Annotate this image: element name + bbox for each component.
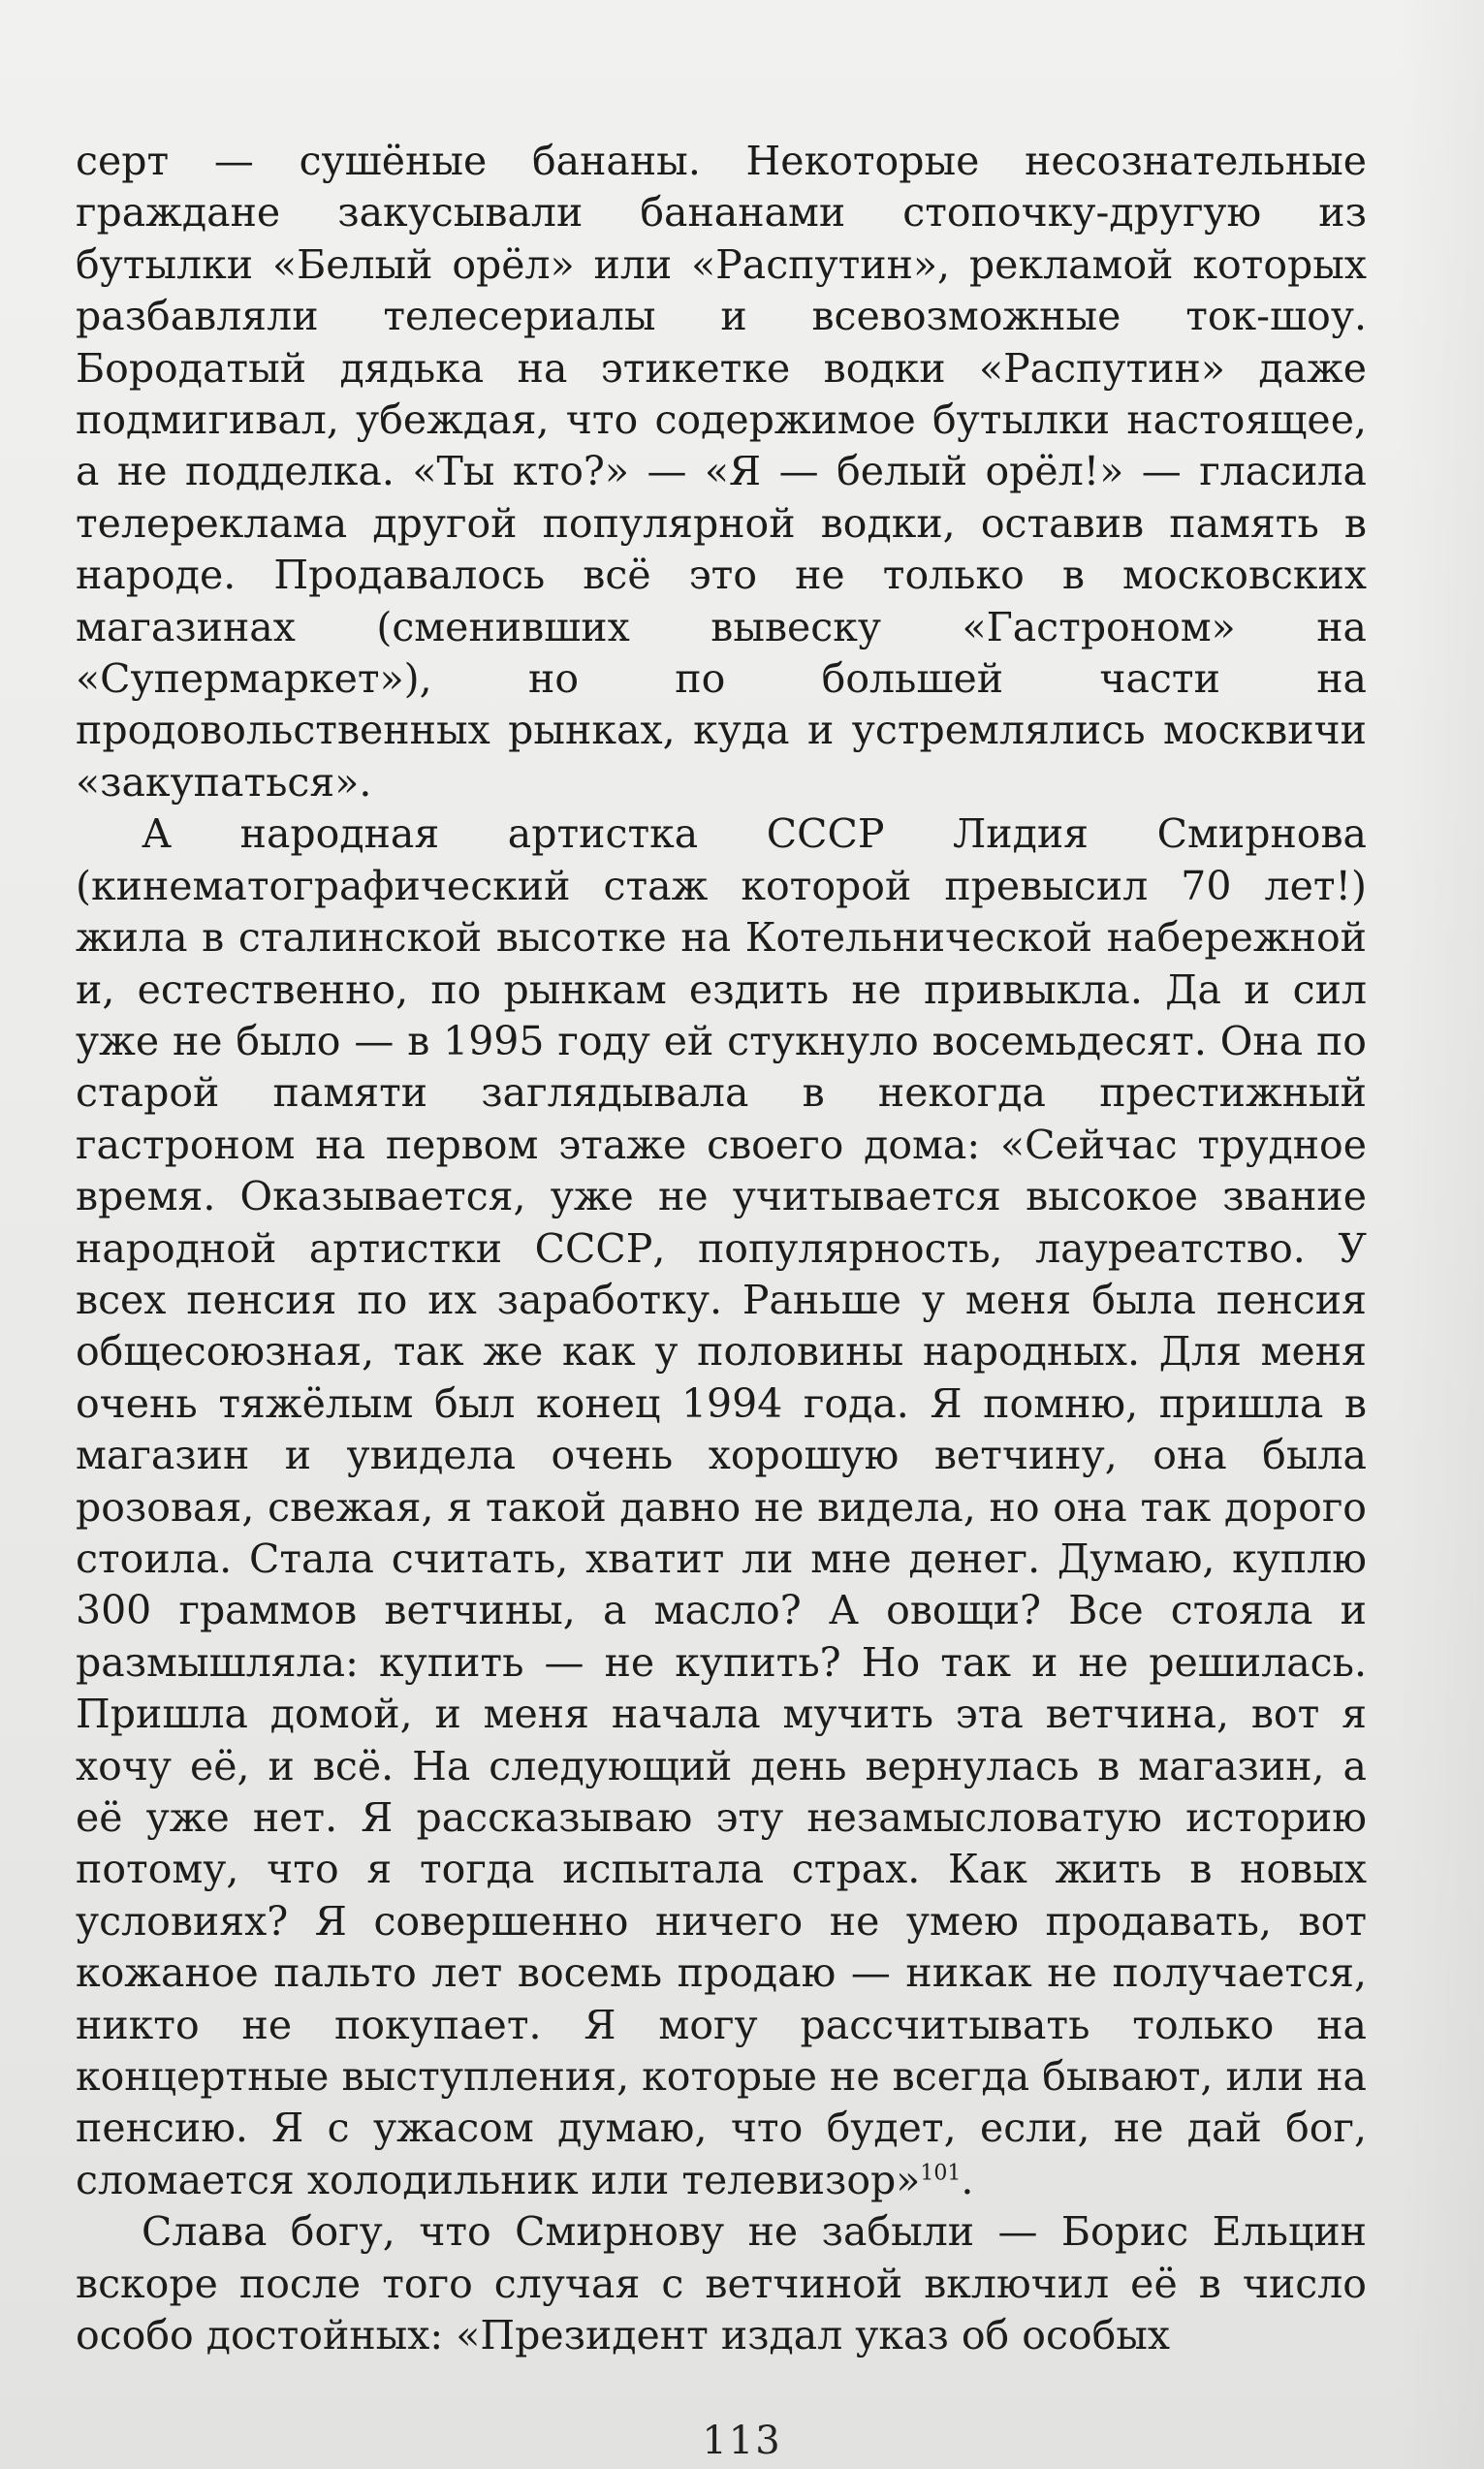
paragraph-1-text: серт — сушёные бананы. Некоторые несознательные граждане закусывали бананами стопочку-другую из бутылки «Белый орёл» или «Распутин», рекламой которых разбавляли телесериалы и всевозможные ток-шоу. Бородатый дядька на этикетке водки «Распутин» даже подмигивал, убеждая, что содержимое бутылки настоящее, а не подделка. «Ты кто?» — «Я — белый орёл!» — гласила телереклама другой популярной водки, оставив память в народе. Продавалось всё это не только в московских магазинах (сменивших вывеску «Гастроном» на «Супермаркет»), но по большей части на продовольственных рынках, куда и устремлялись москвичи «закупаться». (76, 138, 1367, 806)
paragraph-3 (76, 2206, 1367, 2361)
paragraph-3-text: Слава богу, что Смирнову не забыли — Борис Ельцин вскоре после того случая с ветчиной включил её в число особо достойных: «Президент издал указ об особых (76, 2208, 1367, 2359)
paragraph-2-text: А народная артистка СССР Лидия Смирнова (кинематографический стаж которой превысил 70 лет!) жила в сталинской высотке на Котельнической набережной и, естественно, по рынкам ездить не привыкла. Да и сил уже не было — в 1995 году ей стукнуло восемьдесят. Она по старой памяти заглядывала в некогда престижный гастроном на первом этаже своего дома: «Сейчас трудное время. Оказывается, уже не учитывается высокое звание народной артистки СССР, популярность, лауреатство. У всех пенсия по их заработку. Раньше у меня была пенсия общесоюзная, так же как у половины народных. Для меня очень тяжёлым был конец 1994 года. Я помню, пришла в магазин и увидела очень хорошую ветчину, она была розовая, свежая, я такой давно не видела, но она так дорого стоила. Стала считать, хватит ли мне денег. Думаю, куплю 300 граммов ветчины, а масло? А овощи? Все стояла и размышляла: купить — не купить? Но так и не решилась. Пришла домой, и меня начала мучить эта ветчина, вот я хочу её, и всё. На следующий день вернулась в магазин, а её уже нет. Я рассказываю эту незамысловатую историю потому, что я тогда испытала страх. Как жить в новых условиях? Я совершенно ничего не умею продавать, вот кожаное пальто лет восемь продаю — никак не получается, никто не покупает. Я могу рассчитывать только на концертные выступления, которые не всегда бывают, или на пенсию. Я с ужасом думаю, что будет, если, не дай бог, сломается холодильник или телевизор» (76, 810, 1367, 2203)
page-number: 113 (702, 2419, 782, 2463)
body-text (76, 136, 1367, 2361)
paragraph-1 (76, 136, 1367, 808)
footnote-reference[interactable]: 101 (920, 2161, 962, 2186)
paragraph-2: А народная артистка СССР Лидия Смирнова (кинематографический стаж которой превысил 70 лет!) жила в сталинской высотке на Котельнической набережной и, естественно, по рынкам ездить не привыкла. Да и сил уже не было — в 1995 году ей стукнуло восемьдесят. Она по старой памяти заглядывала в некогда престижный гастроном на первом этаже своего дома: «Сейчас трудное время. Оказывается, уже не учитывается высокое звание народной артистки СССР, популярность, лауреатство. У всех пенсия по их заработку. Раньше у меня была пенсия общесоюзная, так же как у половины народных. Для меня очень тяжёлым был конец 1994 года. Я помню, пришла в магазин и увидела очень хорошую ветчину, она была розовая, свежая, я такой давно не видела, но она так дорого стоила. Стала считать, хватит ли мне денег. Думаю, куплю 300 граммов ветчины, а масло? А овощи? Все стояла и размышляла: купить — не купить? Но так и не решилась. Пришла домой, и меня начала мучить эта ветчина, вот я хочу её, и всё. На следующий день вернулась в магазин, а её уже нет. Я рассказываю эту незамысловатую историю потому, что я тогда испытала страх. Как жить в новых условиях? Я совершенно ничего не умею продавать, вот кожаное пальто лет восемь продаю — никак не получается, никто не покупает. Я могу рассчитывать только на концертные выступления, которые не всегда бывают, или на пенсию. Я с ужасом думаю, что будет, если, не дай бог, сломается холодильник или телевизор»$^{101}$. (76, 810, 1367, 2203)
